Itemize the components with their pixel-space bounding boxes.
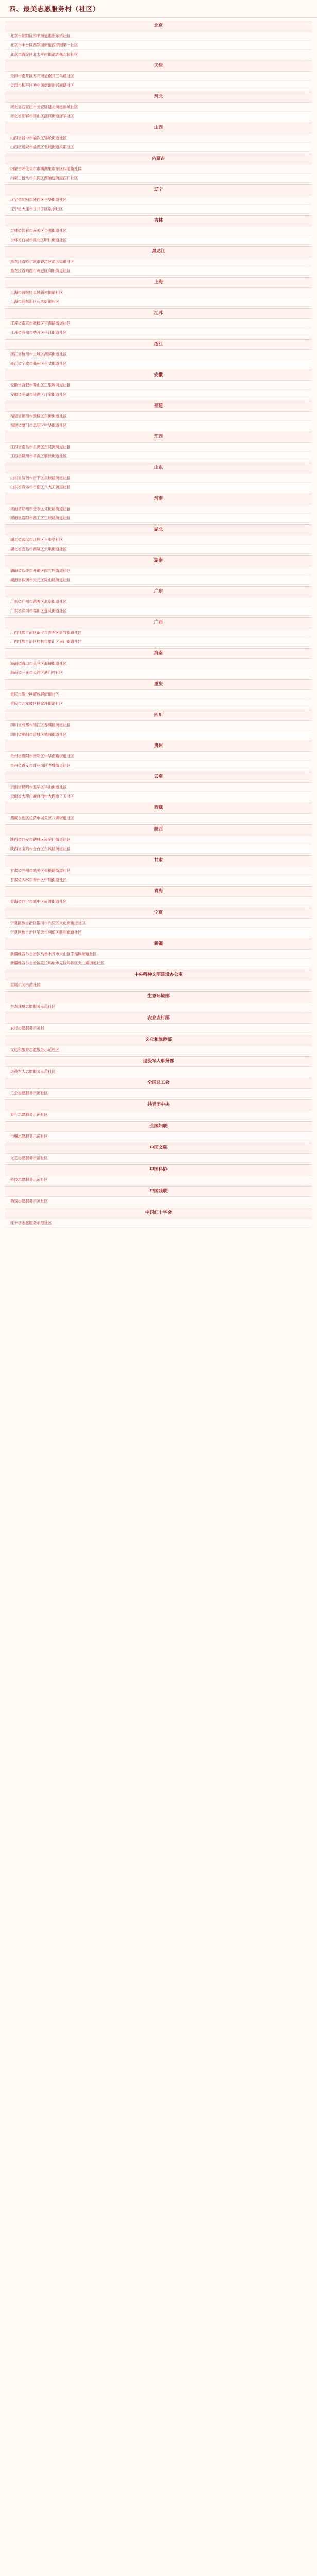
region-section xyxy=(5,970,312,990)
community-entry: 安徽省合肥市蜀山区三里庵街道社区 xyxy=(5,381,312,390)
page-header xyxy=(0,0,317,18)
region-title: 广东 xyxy=(5,587,312,597)
region-title: 文化和旅游部 xyxy=(5,1035,312,1045)
region-title: 内蒙古 xyxy=(5,154,312,164)
community-entry: 辽宁省大连市甘井子区泉水社区 xyxy=(5,205,312,214)
region-section xyxy=(5,463,312,492)
community-entry: 安徽省芜湖市镜湖区汀棠街道社区 xyxy=(5,390,312,399)
region-title: 共青团中央 xyxy=(5,1100,312,1110)
community-entry: 黑龙江省哈尔滨市香坊区通天街道社区 xyxy=(5,257,312,266)
community-entry: 江苏省苏州市姑苏区平江街道社区 xyxy=(5,328,312,337)
region-title: 山西 xyxy=(5,123,312,133)
region-title: 中国科协 xyxy=(5,1165,312,1175)
region-section xyxy=(5,886,312,906)
community-entry: 黑龙江省鸡西市鸡冠区向阳街道社区 xyxy=(5,266,312,276)
community-entry: 青海省西宁市城中区南滩街道社区 xyxy=(5,897,312,906)
community-entry: 四川省成都市锦江区春熙路街道社区 xyxy=(5,721,312,730)
region-section xyxy=(5,1208,312,1228)
region-title: 湖北 xyxy=(5,525,312,535)
community-entry: 福建省厦门市思明区中华街道社区 xyxy=(5,421,312,430)
region-section xyxy=(5,524,312,554)
region-title: 安徽 xyxy=(5,370,312,381)
region-section xyxy=(5,184,312,214)
community-entry: 甘肃省天水市秦州区中城街道社区 xyxy=(5,875,312,885)
community-entry: 广东省深圳市福田区莲花街道社区 xyxy=(5,606,312,616)
community-entry: 文艺志愿服务示范社区 xyxy=(5,1154,312,1163)
region-title: 全国总工会 xyxy=(5,1078,312,1089)
region-title: 宁夏 xyxy=(5,908,312,919)
region-section xyxy=(5,586,312,616)
region-section xyxy=(5,339,312,368)
region-title: 湖南 xyxy=(5,556,312,566)
community-entry: 助残志愿服务示范社区 xyxy=(5,1197,312,1206)
community-entry: 云南省大理白族自治州大理市下关社区 xyxy=(5,792,312,801)
region-title: 青海 xyxy=(5,887,312,897)
region-title: 退役军人事务部 xyxy=(5,1057,312,1067)
community-entry: 上海市普陀区长风新村街道社区 xyxy=(5,288,312,297)
region-title: 云南 xyxy=(5,772,312,783)
region-section xyxy=(5,308,312,337)
community-entry: 西藏自治区拉萨市城关区八廓街道社区 xyxy=(5,814,312,823)
community-entry: 河南省洛阳市西工区王城路街道社区 xyxy=(5,514,312,523)
region-section xyxy=(5,370,312,399)
region-title: 黑龙江 xyxy=(5,247,312,257)
region-title: 甘肃 xyxy=(5,856,312,866)
community-entry: 四川省绵阳市涪城区城厢街道社区 xyxy=(5,730,312,739)
community-entry: 浙江省杭州市上城区湖滨街道社区 xyxy=(5,350,312,359)
region-section xyxy=(5,908,312,937)
community-entry: 湖北省宜昌市西陵区云集街道社区 xyxy=(5,545,312,554)
region-section xyxy=(5,154,312,183)
community-entry: 甘肃省兰州市城关区张掖路街道社区 xyxy=(5,866,312,875)
community-entry: 北京市海淀区北太平庄街道志强北园社区 xyxy=(5,50,312,59)
community-entry: 河南省郑州市金水区文化路街道社区 xyxy=(5,504,312,514)
region-section xyxy=(5,1013,312,1033)
community-entry: 福建省福州市鼓楼区东街街道社区 xyxy=(5,412,312,421)
region-section xyxy=(5,1143,312,1163)
community-entry: 山西省运城市盐湖区北城街道禹都社区 xyxy=(5,143,312,152)
region-section xyxy=(5,555,312,585)
community-entry: 浙江省宁波市鄞州区百丈街道社区 xyxy=(5,359,312,368)
community-entry: 天津市和平区劝业场街道新兴南路社区 xyxy=(5,81,312,90)
region-section xyxy=(5,92,312,121)
community-entry: 河北省石家庄市长安区建北街道新城社区 xyxy=(5,103,312,112)
community-entry: 新疆维吾尔自治区克拉玛依市克拉玛依区天山路街道社区 xyxy=(5,959,312,968)
community-entry: 农村志愿服务示范村 xyxy=(5,1024,312,1033)
community-entry: 内蒙古呼伦贝尔市满洲里市东区四道街社区 xyxy=(5,164,312,174)
community-entry: 贵州省遵义市红花岗区老城街道社区 xyxy=(5,761,312,770)
community-entry: 工会志愿服务示范社区 xyxy=(5,1089,312,1098)
regions-list xyxy=(0,18,317,1239)
region-section xyxy=(5,679,312,708)
community-entry: 吉林省白城市洮北区明仁街道社区 xyxy=(5,235,312,245)
region-title: 辽宁 xyxy=(5,185,312,195)
region-section xyxy=(5,246,312,276)
community-entry: 江西省赣州市章贡区解放街道社区 xyxy=(5,452,312,461)
community-entry: 天津市南开区万兴街道南开三马路社区 xyxy=(5,72,312,81)
community-entry: 广西壮族自治区桂林市象山区南门街道社区 xyxy=(5,637,312,647)
region-section xyxy=(5,939,312,968)
region-section xyxy=(5,855,312,885)
region-title: 河南 xyxy=(5,494,312,504)
community-entry: 湖北省武汉市江岸区百步亭社区 xyxy=(5,535,312,545)
community-entry: 青年志愿服务示范社区 xyxy=(5,1110,312,1120)
region-section xyxy=(5,803,312,823)
community-entry: 湖南省株洲市天元区嵩山路街道社区 xyxy=(5,575,312,585)
community-entry: 江西省南昌市东湖区百花洲街道社区 xyxy=(5,443,312,452)
region-title: 北京 xyxy=(5,21,312,31)
region-title: 陕西 xyxy=(5,825,312,835)
region-title: 农业农村部 xyxy=(5,1013,312,1024)
region-title: 中国残联 xyxy=(5,1187,312,1197)
region-title: 中央精神文明建设办公室 xyxy=(5,970,312,980)
region-title: 新疆 xyxy=(5,939,312,950)
community-entry: 吉林省长春市南关区自强街道社区 xyxy=(5,226,312,235)
community-entry: 新疆维吾尔自治区乌鲁木齐市天山区幸福路街道社区 xyxy=(5,950,312,959)
region-title: 海南 xyxy=(5,649,312,659)
community-entry: 河北省邯郸市邯山区滏河街道滏华社区 xyxy=(5,112,312,121)
region-section xyxy=(5,21,312,59)
region-title: 生态环境部 xyxy=(5,992,312,1002)
region-section xyxy=(5,710,312,739)
community-entry: 山东省青岛市市南区八大关街道社区 xyxy=(5,483,312,492)
region-title: 吉林 xyxy=(5,216,312,226)
community-entry: 江苏省南京市鼓楼区宁海路街道社区 xyxy=(5,319,312,328)
region-title: 江苏 xyxy=(5,309,312,319)
community-entry: 广西壮族自治区南宁市青秀区新竹街道社区 xyxy=(5,628,312,637)
community-entry: 直属机关示范社区 xyxy=(5,980,312,990)
region-title: 天津 xyxy=(5,61,312,72)
community-entry: 山西省晋中市榆次区锦纶街道社区 xyxy=(5,133,312,143)
region-title: 全国妇联 xyxy=(5,1122,312,1132)
region-title: 福建 xyxy=(5,401,312,412)
community-entry: 宁夏回族自治区银川市兴庆区文化街街道社区 xyxy=(5,919,312,928)
region-section xyxy=(5,123,312,152)
community-entry: 退役军人志愿服务示范社区 xyxy=(5,1067,312,1076)
region-section xyxy=(5,1164,312,1184)
region-title: 广西 xyxy=(5,618,312,628)
region-section xyxy=(5,432,312,461)
region-section xyxy=(5,1078,312,1098)
region-section xyxy=(5,741,312,770)
region-title: 中国文联 xyxy=(5,1143,312,1154)
community-entry: 湖南省长沙市开福区四方坪街道社区 xyxy=(5,566,312,575)
page-title: 四、最美志愿服务村（社区） xyxy=(9,6,100,13)
community-entry: 重庆市渝中区解放碑街道社区 xyxy=(5,690,312,699)
region-section xyxy=(5,1121,312,1141)
region-section xyxy=(5,1035,312,1055)
region-section xyxy=(5,648,312,677)
community-entry: 山东省济南市历下区泉城路街道社区 xyxy=(5,473,312,483)
community-entry: 宁夏回族自治区吴忠市利通区胜利街道社区 xyxy=(5,928,312,937)
region-title: 西藏 xyxy=(5,803,312,814)
community-entry: 海南省海口市美兰区海甸街道社区 xyxy=(5,659,312,668)
region-title: 重庆 xyxy=(5,680,312,690)
region-title: 山东 xyxy=(5,463,312,473)
region-section xyxy=(5,824,312,854)
region-title: 贵州 xyxy=(5,741,312,752)
region-title: 中国红十字会 xyxy=(5,1208,312,1218)
region-section xyxy=(5,494,312,523)
community-entry: 红十字志愿服务示范社区 xyxy=(5,1218,312,1228)
region-section xyxy=(5,617,312,647)
community-entry: 文化和旅游志愿服务示范社区 xyxy=(5,1045,312,1055)
region-section xyxy=(5,991,312,1011)
region-section xyxy=(5,1186,312,1206)
community-entry: 贵州省贵阳市南明区中华南路街道社区 xyxy=(5,752,312,761)
community-entry: 海南省三亚市天涯区港门村社区 xyxy=(5,668,312,677)
region-section xyxy=(5,61,312,90)
region-section xyxy=(5,772,312,801)
community-entry: 重庆市九龙坡区杨家坪街道社区 xyxy=(5,699,312,708)
community-entry: 陕西省宝鸡市金台区东风路街道社区 xyxy=(5,844,312,854)
community-entry: 陕西省西安市碑林区南院门街道社区 xyxy=(5,835,312,844)
community-entry: 辽宁省沈阳市铁西区兴华街道社区 xyxy=(5,195,312,205)
region-title: 江西 xyxy=(5,432,312,443)
community-entry: 巾帼志愿服务示范社区 xyxy=(5,1132,312,1141)
community-entry: 科技志愿服务示范社区 xyxy=(5,1175,312,1184)
community-entry: 广东省广州市越秀区北京街道社区 xyxy=(5,597,312,606)
community-entry: 北京市丰台区西罗园街道西罗园第一社区 xyxy=(5,41,312,50)
region-title: 河北 xyxy=(5,92,312,103)
region-section xyxy=(5,1099,312,1120)
community-entry: 生态环境志愿服务示范社区 xyxy=(5,1002,312,1011)
region-section xyxy=(5,401,312,430)
community-entry: 上海市浦东新区花木街道社区 xyxy=(5,297,312,307)
region-section xyxy=(5,277,312,307)
region-title: 四川 xyxy=(5,710,312,721)
region-section xyxy=(5,215,312,245)
region-title: 上海 xyxy=(5,278,312,288)
region-title: 浙江 xyxy=(5,340,312,350)
community-entry: 内蒙古包头市东河区西脑包街道西门社区 xyxy=(5,174,312,183)
community-entry: 云南省昆明市五华区华山街道社区 xyxy=(5,783,312,792)
region-section xyxy=(5,1056,312,1076)
community-entry: 北京市朝阳区和平街道惠新东桥社区 xyxy=(5,31,312,41)
